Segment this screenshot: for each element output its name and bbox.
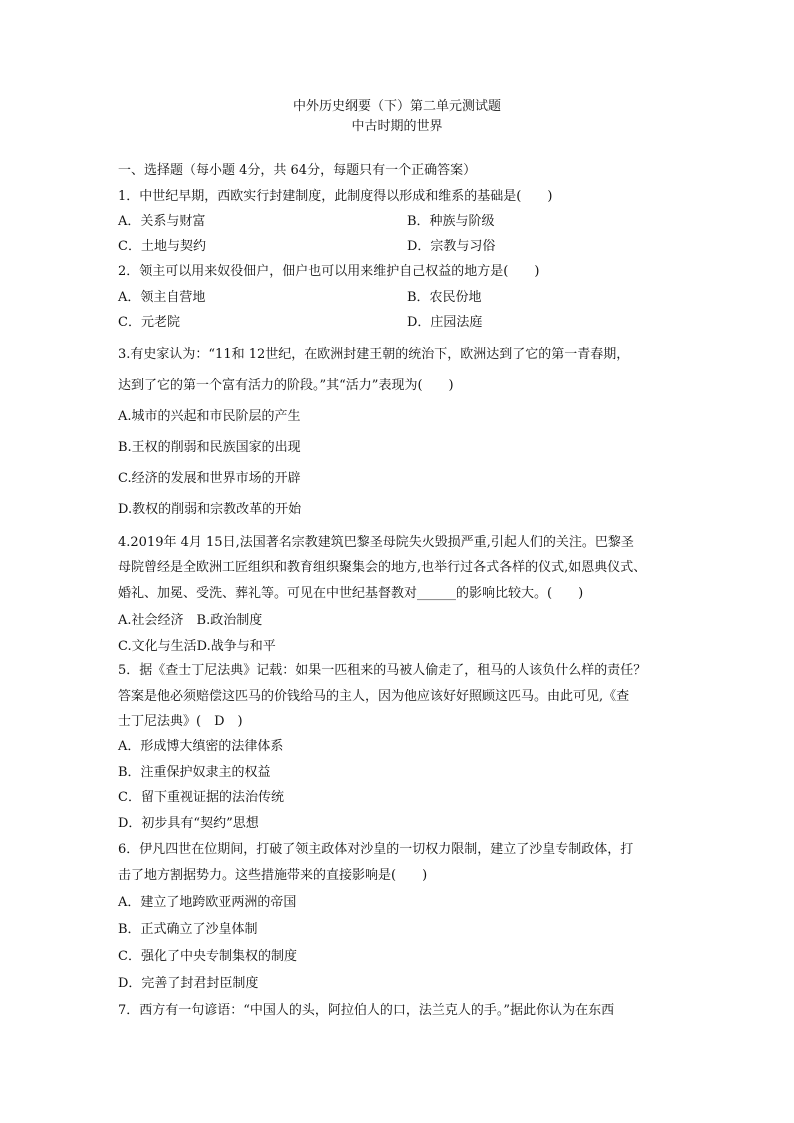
question-4-stem-line-2: 母院曾经是全欧洲工匠组织和教育组织聚集会的地方,也举行过各式各样的仪式,如恩典仪式、 bbox=[118, 560, 647, 575]
document-title: 中外历史纲要（下）第二单元测试题 bbox=[292, 99, 501, 114]
document-subtitle: 中古时期的世界 bbox=[351, 119, 443, 134]
question-3-option-c: C.经济的发展和世界市场的开辟 bbox=[118, 471, 301, 486]
question-2-stem: 2．领主可以用来奴役佃户，佃户也可以用来维护自己权益的地方是( ) bbox=[118, 264, 540, 279]
question-2-option-a: A．领主自营地 bbox=[118, 290, 206, 305]
question-3-option-d: D.教权的削弱和宗教改革的开始 bbox=[118, 502, 302, 517]
question-1-option-d: D．宗教与习俗 bbox=[407, 239, 496, 254]
question-3-option-a: A.城市的兴起和市民阶层的产生 bbox=[118, 409, 301, 424]
question-6-stem-line-2: 击了地方割据势力。这些措施带来的直接影响是( ) bbox=[118, 868, 428, 883]
question-3-stem-line-2: 达到了它的第一个富有活力的阶段。”其“活力”表现为( ) bbox=[118, 378, 454, 393]
question-2-option-b: B．农民份地 bbox=[407, 290, 482, 305]
question-6-option-b: B．正式确立了沙皇体制 bbox=[118, 922, 258, 937]
question-4-stem-line-3: 婚礼、加冕、受洗、葬礼等。可见在中世纪基督教对______的影响比较大。( ) bbox=[118, 586, 584, 601]
question-7-stem-line-1: 7．西方有一句谚语：“中国人的头，阿拉伯人的口，法兰克人的手。”据此你认为在东西 bbox=[118, 1003, 615, 1018]
question-1-option-a: A．关系与财富 bbox=[118, 214, 206, 229]
question-6-stem-line-1: 6．伊凡四世在位期间，打破了领主政体对沙皇的一切权力限制，建立了沙皇专制政体，打 bbox=[118, 842, 634, 857]
question-1-option-b: B．种族与阶级 bbox=[407, 214, 495, 229]
question-4-stem-line-1: 4.2019年 4月 15日,法国著名宗教建筑巴黎圣母院失火毁损严重,引起人们的关注。巴黎圣 bbox=[118, 535, 634, 550]
question-5-option-c: C．留下重视证据的法治传统 bbox=[118, 790, 284, 805]
question-5-option-d: D．初步具有“契约”思想 bbox=[118, 816, 259, 831]
question-3-stem-line-1: 3.有史家认为：“11和 12世纪，在欧洲封建王朝的统治下，欧洲达到了它的第一青春期， bbox=[118, 347, 630, 362]
question-3-option-b: B.王权的削弱和民族国家的出现 bbox=[118, 440, 301, 455]
question-5-stem-line-3: 士丁尼法典》( D ) bbox=[118, 714, 243, 729]
question-2-option-c: C．元老院 bbox=[118, 315, 180, 330]
question-6-option-d: D．完善了封君封臣制度 bbox=[118, 976, 259, 991]
question-1-stem: 1．中世纪早期，西欧实行封建制度，此制度得以形成和维系的基础是( ) bbox=[118, 189, 553, 204]
section-heading: 一、选择题（每小题 4分，共 64分，每题只有一个正确答案） bbox=[118, 163, 477, 178]
question-4-options-ab: A.社会经济 B.政治制度 bbox=[118, 613, 263, 628]
question-4-options-cd: C.文化与生活D.战争与和平 bbox=[118, 639, 276, 654]
question-5-stem-line-1: 5．据《查士丁尼法典》记载：如果一匹租来的马被人偷走了，租马的人该负什么样的责任？ bbox=[118, 663, 647, 678]
question-5-stem-line-2: 答案是他必须赔偿这匹马的价钱给马的主人，因为他应该好好照顾这匹马。由此可见,《查 bbox=[118, 689, 630, 704]
question-5-option-a: A．形成博大缜密的法律体系 bbox=[118, 739, 284, 754]
question-6-option-c: C．强化了中央专制集权的制度 bbox=[118, 949, 297, 964]
question-2-option-d: D．庄园法庭 bbox=[407, 315, 483, 330]
question-6-option-a: A．建立了地跨欧亚两洲的帝国 bbox=[118, 895, 297, 910]
question-5-option-b: B．注重保护奴隶主的权益 bbox=[118, 765, 271, 780]
question-1-option-c: C．土地与契约 bbox=[118, 239, 206, 254]
